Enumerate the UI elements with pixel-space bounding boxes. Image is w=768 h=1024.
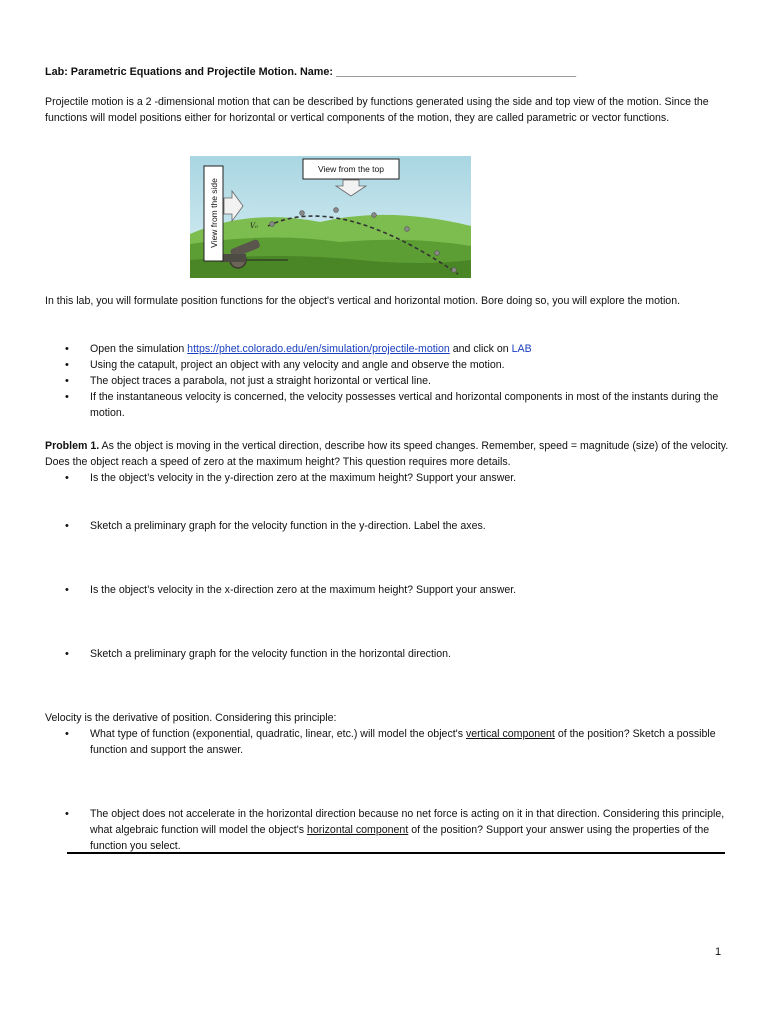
page-number: 1: [715, 946, 722, 958]
side-view-label: View from the side: [209, 178, 219, 248]
lab-word: LAB: [511, 343, 532, 355]
bullet-icon: •: [65, 375, 69, 387]
problem-text: As the object is moving in the vertical direction, describe how its speed changes. Remember, speed = magnitude (size) of the velocity. Does the object reach a speed of zero at the maximum height? This question requires more details.: [45, 440, 729, 468]
question-list: [45, 726, 730, 758]
bullet-icon: •: [65, 520, 69, 532]
projectile-illustration: [190, 156, 471, 278]
question-text: of the position? Support your answer using the properties of the function you select.: [90, 824, 710, 852]
list-item: [45, 726, 730, 758]
intro-paragraph: Projectile motion is a 2 -dimensional motion that can be described by functions generated using the side and top view of the motion. Since the functions will model positions either for horizontal or vertical components of the motion, they are called parametric or vector functions.: [45, 96, 709, 124]
simulation-link[interactable]: https://phet.colorado.edu/en/simulation/projectile-motion: [187, 343, 450, 355]
list-item: [45, 582, 730, 598]
bullet-icon: •: [65, 391, 69, 403]
page-title: [45, 64, 576, 80]
list-item: [45, 373, 730, 389]
bullet-icon: •: [65, 584, 69, 596]
question-text: Sketch a preliminary graph for the velocity function in the horizontal direction.: [90, 648, 451, 660]
name-blank: ________________________________________: [335, 66, 577, 78]
problem-1: [45, 438, 730, 470]
step-text: and click on: [449, 343, 512, 355]
projectile-illustration-svg: [190, 156, 471, 278]
question-text: Sketch a preliminary graph for the velocity function in the y-direction. Label the axes.: [90, 520, 486, 532]
lab-intro-paragraph: In this lab, you will formulate position functions for the object's vertical and horizontal motion. Bore doing so, you will explore the motion.: [45, 295, 681, 307]
step-text: Using the catapult, project an object with any velocity and angle and observe the motion.: [90, 359, 505, 371]
list-item: [45, 357, 730, 373]
question-text: The object does not accelerate in the horizontal direction because no net force is acting on it in that direction. Considering this principle, what algebraic function will model the object's: [90, 808, 725, 836]
question-text: What type of function (exponential, quadratic, linear, etc.) will model the object's: [90, 728, 466, 740]
problem-label: Problem 1.: [45, 440, 100, 452]
step-text: Open the simulation: [90, 343, 188, 355]
top-view-label: View from the top: [318, 164, 384, 174]
step-text: The object traces a parabola, not just a straight horizontal or vertical line.: [90, 375, 431, 387]
list-item: [45, 389, 730, 421]
question-list: [45, 806, 730, 854]
list-item: [45, 646, 730, 662]
bullet-icon: •: [65, 648, 69, 660]
underlined-term: vertical component: [465, 728, 555, 740]
list-item: [45, 470, 730, 486]
bullet-icon: •: [65, 728, 69, 740]
horizontal-divider: [67, 852, 725, 854]
v0-label: V₀: [250, 222, 258, 230]
list-item: [45, 341, 730, 357]
bullet-icon: •: [65, 359, 69, 371]
question-text: of the position? Sketch a possible function and support the answer.: [90, 728, 716, 756]
bullet-icon: •: [65, 808, 69, 820]
question-text: Is the object’s velocity in the x-direction zero at the maximum height? Support your answer.: [90, 584, 517, 596]
step-text: If the instantaneous velocity is concerned, the velocity possesses vertical and horizontal components in most of the instants during the motion.: [90, 391, 719, 419]
velocity-lead: Velocity is the derivative of position. Considering this principle:: [45, 712, 337, 724]
question-text: Is the object’s velocity in the y-direction zero at the maximum height? Support your answer.: [90, 472, 517, 484]
question-list: [45, 646, 730, 662]
underlined-term: horizontal component: [306, 824, 409, 836]
list-item: [45, 518, 730, 534]
bullet-icon: •: [65, 343, 69, 355]
question-list: [45, 582, 730, 598]
title-text: Lab: Parametric Equations and Projectile Motion. Name:: [45, 66, 333, 78]
steps-list: [45, 341, 730, 421]
question-list: [45, 470, 730, 486]
list-item: [45, 806, 730, 854]
question-list: [45, 518, 730, 534]
bullet-icon: •: [65, 472, 69, 484]
